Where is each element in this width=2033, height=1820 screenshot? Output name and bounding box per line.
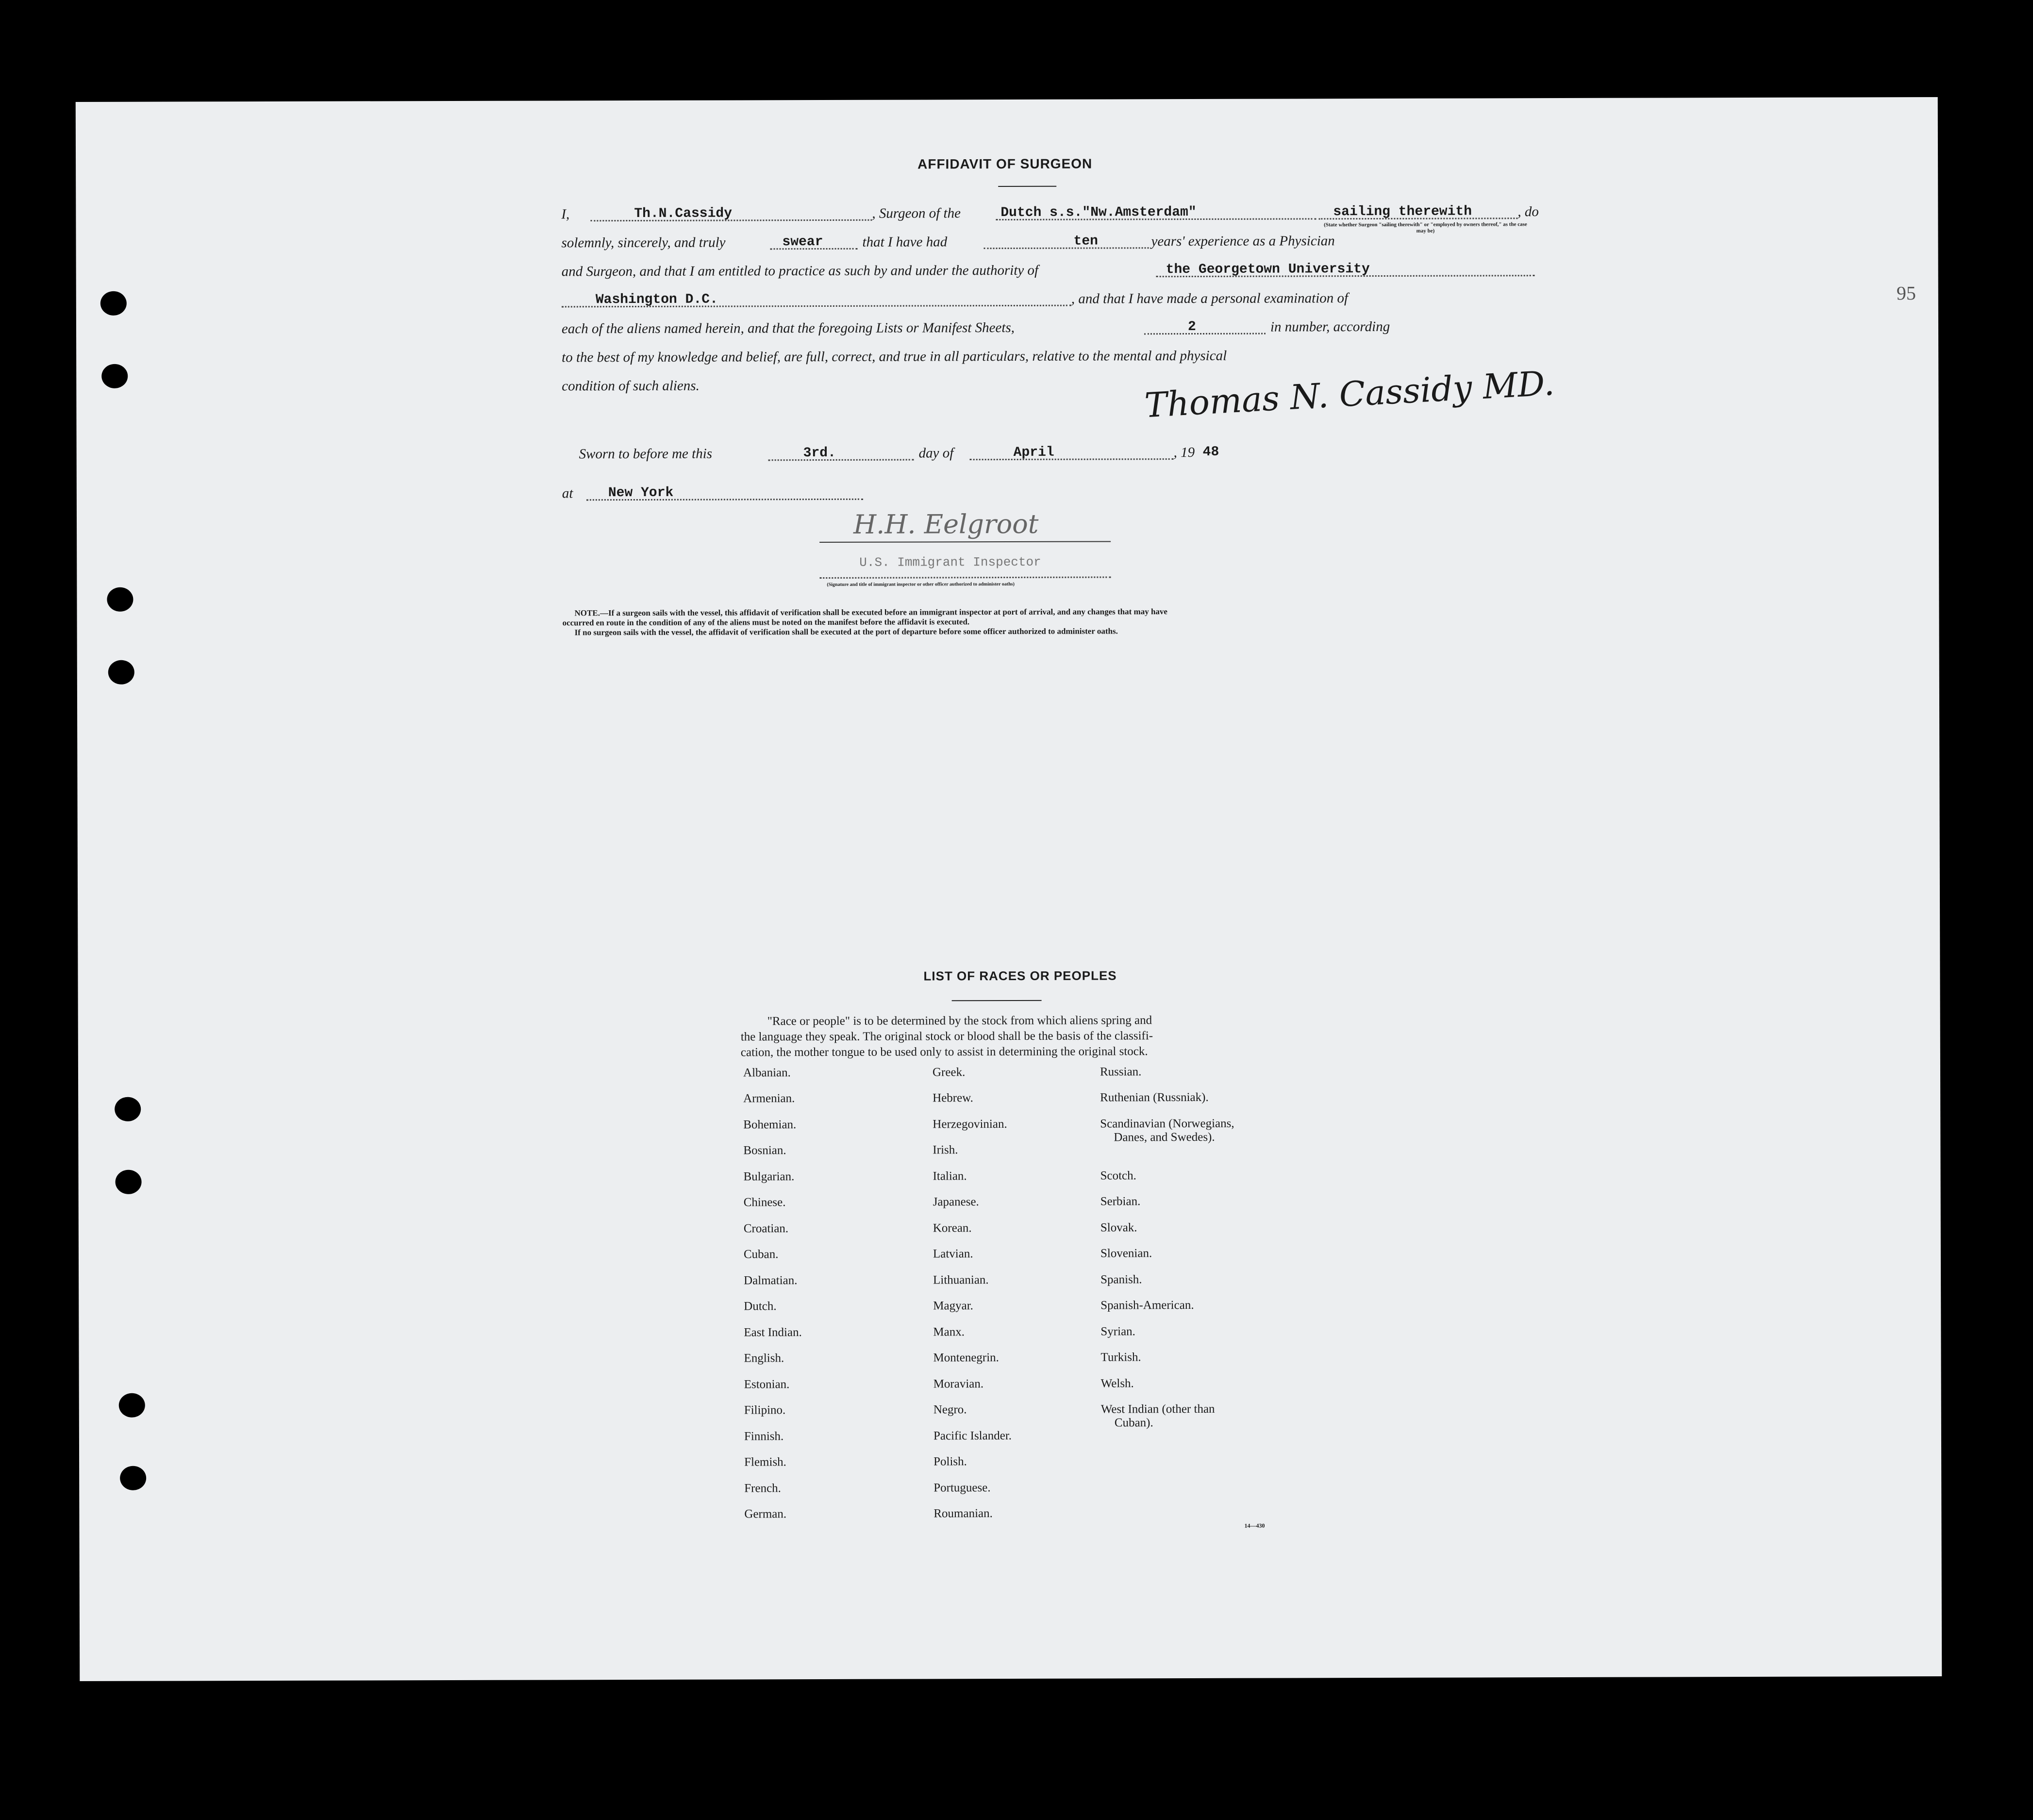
text-each-alien: each of the aliens named herein, and that the foregoing Lists or Manifest Sheets, bbox=[561, 319, 1015, 337]
race-item: Ruthenian (Russniak). bbox=[1100, 1090, 1209, 1104]
race-item: Moravian. bbox=[933, 1377, 984, 1391]
text-solemnly: solemnly, sincerely, and truly bbox=[561, 234, 726, 251]
race-item: West Indian (other than bbox=[1100, 1402, 1215, 1416]
race-item: Filipino. bbox=[744, 1403, 786, 1417]
authority: the Georgetown University bbox=[1166, 262, 1370, 278]
race-item: German. bbox=[744, 1507, 787, 1521]
intro-line: cation, the mother tongue to be used only to assist in determining the original stock. bbox=[740, 1045, 1148, 1059]
years-experience: ten bbox=[1073, 234, 1098, 249]
note-line: occurred en route in the condition of any of the aliens must be noted on the manifest before the affidavit is executed. bbox=[562, 617, 970, 628]
form-number: 14—430 bbox=[1244, 1522, 1265, 1529]
races-title: LIST OF RACES OR PEOPLES bbox=[923, 968, 1117, 984]
race-item: Bulgarian. bbox=[743, 1170, 795, 1184]
race-item: Serbian. bbox=[1100, 1195, 1141, 1208]
race-item: Syrian. bbox=[1100, 1325, 1135, 1338]
race-item: Armenian. bbox=[743, 1092, 795, 1105]
surgeon-signature: Thomas N. Cassidy MD. bbox=[1143, 363, 1556, 426]
signature-line bbox=[819, 541, 1111, 543]
race-item: Polish. bbox=[933, 1455, 967, 1469]
race-item: Cuban). bbox=[1114, 1416, 1153, 1430]
race-item: Negro. bbox=[933, 1403, 967, 1417]
race-item: Estonian. bbox=[744, 1378, 790, 1391]
race-item: Magyar. bbox=[933, 1299, 973, 1313]
race-item: Russian. bbox=[1100, 1065, 1142, 1079]
fill-line bbox=[970, 458, 1174, 460]
surgeon-name: Th.N.Cassidy bbox=[634, 206, 733, 222]
text-condition: condition of such aliens. bbox=[562, 378, 700, 394]
text-sworn: Sworn to before me this bbox=[579, 446, 713, 462]
race-item: Albanian. bbox=[743, 1066, 791, 1080]
race-item: Scotch. bbox=[1100, 1169, 1136, 1183]
page-number: 95 bbox=[1896, 282, 1916, 304]
race-item: Spanish-American. bbox=[1100, 1299, 1194, 1312]
race-item: Roumanian. bbox=[933, 1507, 993, 1520]
sworn-day: 3rd. bbox=[803, 445, 836, 461]
note-line: If no surgeon sails with the vessel, the affidavit of verification shall be executed at the port of departure before some officer authorized to administer oaths. bbox=[574, 626, 1118, 637]
race-item: Japanese. bbox=[933, 1195, 979, 1209]
affidavit-title: AFFIDAVIT OF SURGEON bbox=[917, 156, 1093, 172]
race-item: Welsh. bbox=[1100, 1377, 1134, 1390]
race-item: Cuban. bbox=[743, 1248, 779, 1261]
race-item: Dutch. bbox=[744, 1300, 777, 1313]
race-item: Pacific Islander. bbox=[933, 1429, 1012, 1443]
oath-word: swear bbox=[782, 234, 823, 250]
race-item: Flemish. bbox=[744, 1455, 786, 1469]
race-item: Finnish. bbox=[744, 1430, 784, 1443]
race-item: Latvian. bbox=[933, 1247, 973, 1261]
document-sheet bbox=[76, 97, 1942, 1681]
binder-hole bbox=[101, 364, 128, 388]
race-item: Turkish. bbox=[1100, 1351, 1141, 1364]
binder-hole bbox=[116, 1170, 142, 1194]
sworn-month: April bbox=[1013, 445, 1054, 460]
race-item: Italian. bbox=[933, 1169, 967, 1183]
race-item: Korean. bbox=[933, 1221, 972, 1235]
status-note: (State whether Surgeon "sailing therewith" or "employed by owners thereof," as the case may be) bbox=[1324, 221, 1527, 234]
inspector-caption: (Signature and title of immigrant inspector or other officer authorized to administer oaths) bbox=[827, 581, 1015, 587]
text-have-had: that I have had bbox=[862, 234, 948, 250]
surgeon-status: sailing therewith bbox=[1333, 204, 1472, 220]
text-personal-examination: , and that I have made a personal examination of bbox=[1071, 290, 1349, 307]
text-surgeon-of: , Surgeon of the bbox=[872, 205, 961, 221]
race-item: Croatian. bbox=[743, 1222, 789, 1236]
binder-hole bbox=[100, 291, 127, 316]
text-years-experience: years' experience as a Physician bbox=[1151, 233, 1335, 250]
intro-line: "Race or people" is to be determined by the stock from which aliens spring and bbox=[767, 1014, 1152, 1028]
binder-hole bbox=[120, 1466, 146, 1490]
inspector-signature: H.H. Eelgroot bbox=[853, 508, 1039, 540]
text-year-prefix: , 19 bbox=[1173, 444, 1195, 461]
title-rule bbox=[998, 186, 1056, 187]
race-item: Bohemian. bbox=[743, 1118, 797, 1132]
race-item: Slovak. bbox=[1100, 1221, 1137, 1235]
intro-line: the language they speak. The original stock or blood shall be the basis of the classifi- bbox=[740, 1029, 1153, 1044]
binder-hole bbox=[119, 1393, 145, 1418]
sworn-year: 48 bbox=[1202, 444, 1219, 460]
race-item: Montenegrin. bbox=[933, 1351, 999, 1365]
race-item: Greek. bbox=[932, 1066, 966, 1079]
race-item: Portuguese. bbox=[933, 1481, 991, 1495]
title-rule bbox=[952, 1000, 1042, 1001]
race-item: English. bbox=[744, 1352, 784, 1365]
binder-hole bbox=[108, 660, 134, 685]
note-line: NOTE.—If a surgeon sails with the vessel, this affidavit of verification shall be executed before an immigrant inspector at port of arrival, and any changes that may have bbox=[574, 607, 1167, 618]
race-item: Scandinavian (Norwegians, bbox=[1100, 1117, 1234, 1131]
race-item: Herzegovinian. bbox=[933, 1118, 1007, 1131]
race-item: French. bbox=[744, 1482, 781, 1495]
text-knowledge: to the best of my knowledge and belief, are full, correct, and true in all particulars, relative to the mental and physical bbox=[562, 348, 1227, 366]
fill-line bbox=[984, 247, 1149, 249]
text-i: I, bbox=[561, 206, 570, 222]
sworn-city: New York bbox=[608, 485, 674, 501]
sheet-count: 2 bbox=[1187, 319, 1196, 335]
binder-hole bbox=[115, 1097, 141, 1121]
race-item: Lithuanian. bbox=[933, 1273, 989, 1287]
text-in-number: in number, according bbox=[1270, 318, 1390, 335]
text-and-surgeon: and Surgeon, and that I am entitled to practice as such by and under the authority of bbox=[561, 262, 1039, 280]
inspector-title: U.S. Immigrant Inspector bbox=[859, 554, 1041, 570]
binder-hole bbox=[107, 587, 133, 612]
fill-line bbox=[1144, 333, 1266, 335]
race-item: Slovenian. bbox=[1100, 1247, 1152, 1260]
race-item: Irish. bbox=[933, 1143, 958, 1157]
authority-location: Washington D.C. bbox=[595, 292, 718, 308]
race-item: Danes, and Swedes). bbox=[1114, 1130, 1215, 1144]
race-item: Manx. bbox=[933, 1325, 965, 1339]
text-do: , do bbox=[1517, 204, 1539, 220]
race-item: Dalmatian. bbox=[744, 1274, 798, 1287]
ship-name: Dutch s.s."Nw.Amsterdam" bbox=[1000, 204, 1197, 221]
race-item: Bosnian. bbox=[743, 1144, 786, 1157]
race-item: Hebrew. bbox=[933, 1091, 973, 1105]
fill-line bbox=[768, 459, 914, 461]
race-item: Chinese. bbox=[743, 1196, 786, 1209]
text-at: at bbox=[562, 485, 573, 501]
race-item: East Indian. bbox=[744, 1326, 802, 1339]
fill-line bbox=[819, 576, 1111, 579]
text-day-of: day of bbox=[918, 445, 954, 461]
race-item: Spanish. bbox=[1100, 1273, 1142, 1286]
